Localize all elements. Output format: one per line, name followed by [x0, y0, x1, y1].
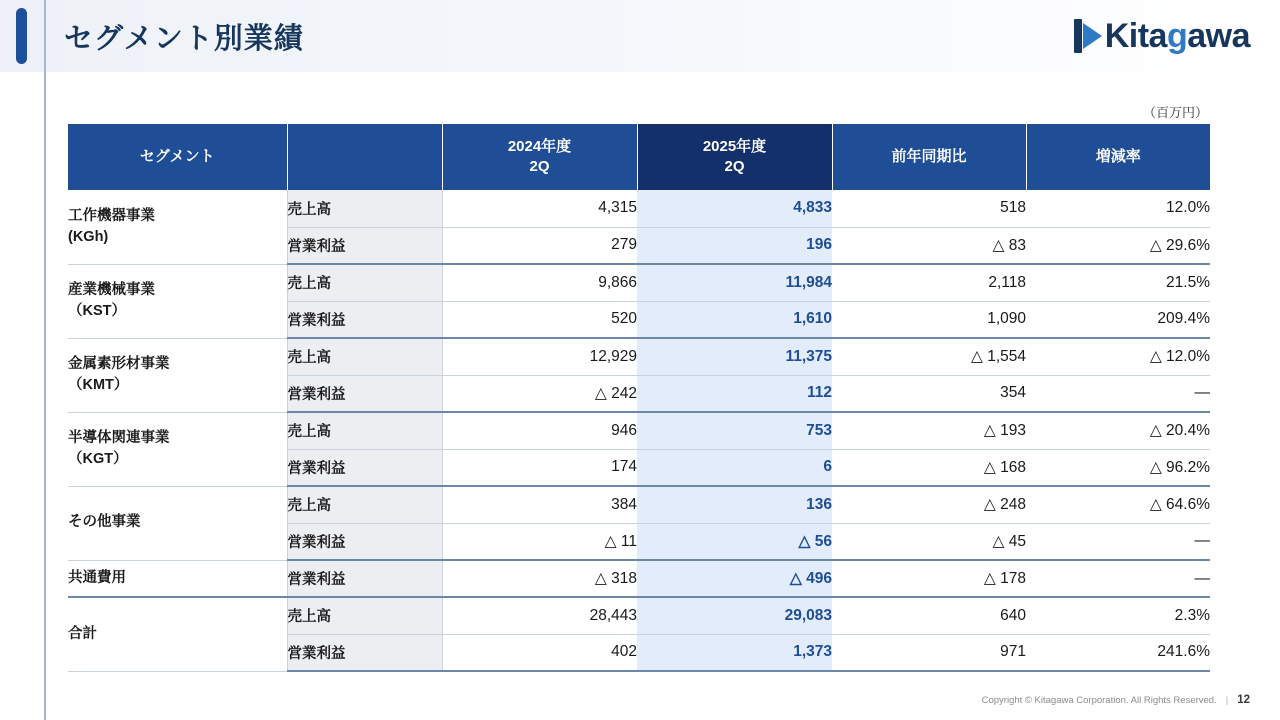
- slide-footer: [982, 694, 1250, 706]
- value-fy2024: △ 242: [442, 375, 637, 412]
- item-label: 営業利益: [287, 560, 442, 597]
- col-header-fy2024: [442, 124, 637, 190]
- value-fy2025: 196: [637, 227, 832, 264]
- table-row: [68, 597, 1210, 634]
- footer-separator: |: [1225, 694, 1229, 706]
- segment-label: [68, 412, 287, 486]
- table-row: [68, 486, 1210, 523]
- table-row: [68, 190, 1210, 227]
- item-label: 営業利益: [287, 375, 442, 412]
- logo-text-middle: ita: [1128, 17, 1167, 55]
- col-header-item: [287, 124, 442, 190]
- segment-label-total: [68, 597, 287, 671]
- segment-label: [68, 486, 287, 560]
- segment-label-line1: 工作機器事業: [68, 207, 155, 224]
- value-fy2025: 11,984: [637, 264, 832, 301]
- segment-label-line1: 金属素形材事業: [68, 355, 170, 372]
- item-label: 売上高: [287, 264, 442, 301]
- table-row: [68, 338, 1210, 375]
- value-rate: △ 12.0%: [1026, 338, 1210, 375]
- value-yoy: 1,090: [832, 301, 1026, 338]
- col-header-rate: 増減率: [1026, 124, 1210, 190]
- logo-text-accent: g: [1166, 17, 1188, 55]
- value-fy2024: 4,315: [442, 190, 637, 227]
- value-yoy: △ 1,554: [832, 338, 1026, 375]
- value-fy2025: 11,375: [637, 338, 832, 375]
- header-accent-bar: [16, 8, 27, 64]
- logo-text-suffix: awa: [1187, 17, 1250, 55]
- slide-header: [0, 0, 1280, 72]
- table-row: [68, 264, 1210, 301]
- segment-label: [68, 190, 287, 264]
- segment-label-line2: （KMT）: [68, 377, 129, 393]
- segment-label-line1: 共通費用: [68, 569, 126, 586]
- value-rate: —: [1026, 560, 1210, 597]
- value-fy2024: △ 318: [442, 560, 637, 597]
- segment-label-line2: （KST）: [68, 303, 126, 319]
- value-rate: 21.5%: [1026, 264, 1210, 301]
- col-header-fy2025-line1: 2025年度: [702, 137, 767, 155]
- value-rate: 12.0%: [1026, 190, 1210, 227]
- segment-label-line1: 半導体関連事業: [68, 429, 170, 446]
- value-fy2024: 174: [442, 449, 637, 486]
- value-rate: 209.4%: [1026, 301, 1210, 338]
- col-header-segment: セグメント: [68, 124, 287, 190]
- value-fy2024: 12,929: [442, 338, 637, 375]
- value-rate: 2.3%: [1026, 597, 1210, 634]
- value-fy2025: 753: [637, 412, 832, 449]
- item-label: 売上高: [287, 486, 442, 523]
- value-fy2024: 402: [442, 634, 637, 671]
- segment-label-line2: （KGT）: [68, 451, 128, 467]
- value-fy2025: 29,083: [637, 597, 832, 634]
- segment-label-line1: 合計: [68, 625, 97, 642]
- value-yoy: △ 45: [832, 523, 1026, 560]
- segment-label-line2: (KGh): [68, 228, 109, 245]
- segment-results-table-wrap: [68, 124, 1210, 672]
- item-label: 営業利益: [287, 227, 442, 264]
- value-fy2025: 4,833: [637, 190, 832, 227]
- value-rate: △ 20.4%: [1026, 412, 1210, 449]
- table-row: [68, 560, 1210, 597]
- value-yoy: 2,118: [832, 264, 1026, 301]
- item-label: 営業利益: [287, 449, 442, 486]
- col-header-fy2025-line2: 2Q: [724, 158, 745, 175]
- value-fy2025: 136: [637, 486, 832, 523]
- value-fy2024: 520: [442, 301, 637, 338]
- segment-label-line1: 産業機械事業: [68, 281, 155, 298]
- segment-label: [68, 338, 287, 412]
- value-fy2025: 1,610: [637, 301, 832, 338]
- value-rate: —: [1026, 375, 1210, 412]
- item-label: 営業利益: [287, 301, 442, 338]
- item-label: 売上高: [287, 597, 442, 634]
- col-header-fy2025: [637, 124, 832, 190]
- table-header-row: [68, 124, 1210, 190]
- value-fy2025: △ 56: [637, 523, 832, 560]
- table-body: [68, 190, 1210, 671]
- value-yoy: 518: [832, 190, 1026, 227]
- item-label: 売上高: [287, 412, 442, 449]
- value-fy2025: △ 496: [637, 560, 832, 597]
- logo-wordmark: [1105, 19, 1250, 53]
- col-header-yoy: 前年同期比: [832, 124, 1026, 190]
- segment-results-table: [68, 124, 1210, 672]
- value-yoy: △ 248: [832, 486, 1026, 523]
- value-fy2024: 946: [442, 412, 637, 449]
- value-rate: △ 29.6%: [1026, 227, 1210, 264]
- item-label: 売上高: [287, 190, 442, 227]
- page-title: セグメント別業績: [64, 23, 304, 55]
- value-fy2024: 279: [442, 227, 637, 264]
- value-yoy: △ 178: [832, 560, 1026, 597]
- segment-label: [68, 560, 287, 597]
- value-yoy: △ 83: [832, 227, 1026, 264]
- logo-mark-icon: [1074, 19, 1104, 53]
- value-fy2024: 384: [442, 486, 637, 523]
- value-yoy: △ 193: [832, 412, 1026, 449]
- value-rate: △ 64.6%: [1026, 486, 1210, 523]
- value-fy2024: 28,443: [442, 597, 637, 634]
- left-vertical-rule: [44, 0, 46, 720]
- item-label: 営業利益: [287, 634, 442, 671]
- col-header-fy2024-line1: 2024年度: [507, 137, 572, 155]
- item-label: 売上高: [287, 338, 442, 375]
- value-fy2024: △ 11: [442, 523, 637, 560]
- table-row: [68, 412, 1210, 449]
- logo-text-prefix: K: [1104, 17, 1129, 55]
- col-header-fy2024-line2: 2Q: [529, 158, 550, 175]
- value-rate: —: [1026, 523, 1210, 560]
- value-yoy: 971: [832, 634, 1026, 671]
- value-fy2024: 9,866: [442, 264, 637, 301]
- company-logo: [1074, 15, 1250, 57]
- segment-label-line1: その他事業: [68, 514, 141, 531]
- value-fy2025: 6: [637, 449, 832, 486]
- value-rate: △ 96.2%: [1026, 449, 1210, 486]
- copyright-text: Copyright © Kitagawa Corporation. All Rights Reserved.: [981, 694, 1217, 706]
- value-yoy: △ 168: [832, 449, 1026, 486]
- segment-label: [68, 264, 287, 338]
- unit-note: （百万円）: [1142, 105, 1208, 120]
- value-yoy: 640: [832, 597, 1026, 634]
- value-rate: 241.6%: [1026, 634, 1210, 671]
- value-fy2025: 1,373: [637, 634, 832, 671]
- value-fy2025: 112: [637, 375, 832, 412]
- table-header: [68, 124, 1210, 190]
- value-yoy: 354: [832, 375, 1026, 412]
- item-label: 営業利益: [287, 523, 442, 560]
- page-number: 12: [1237, 694, 1250, 706]
